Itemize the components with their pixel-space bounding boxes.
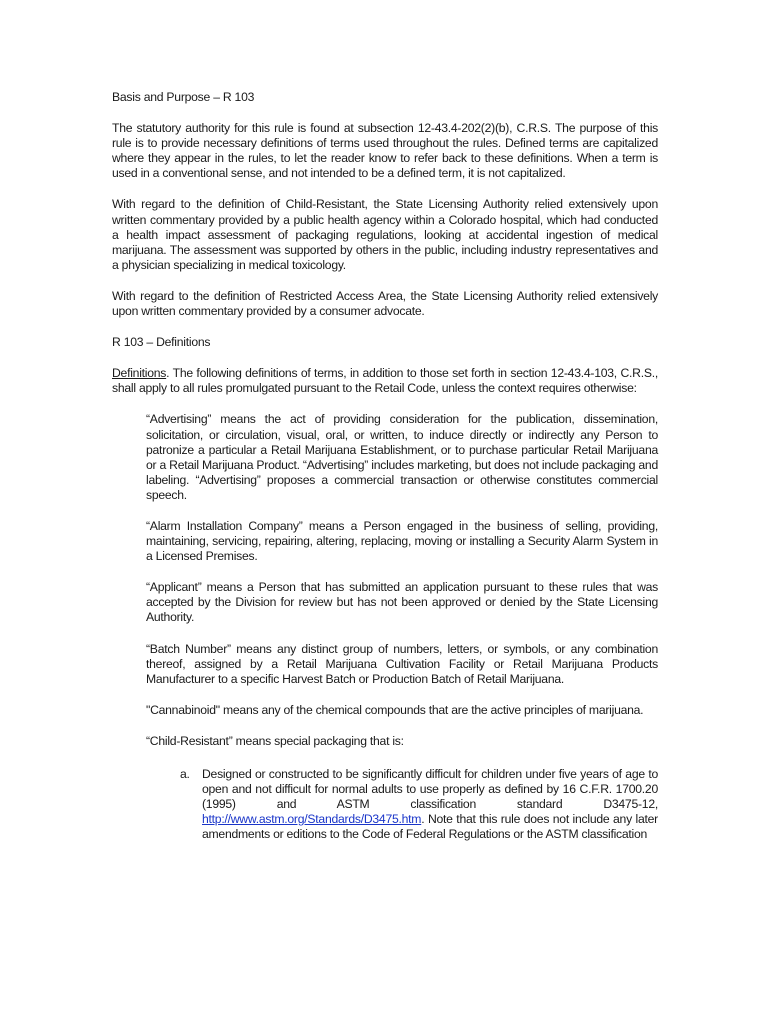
definitions-term: Definitions <box>112 366 167 381</box>
sub-item-text-after: . Note that this rule does not include any later amendments or editions to the Code of Federal Regulations or the ASTM classification <box>202 812 658 842</box>
definition-child-resistant: “Child-Resistant” means special packaging that is: <box>146 733 404 748</box>
basis-paragraph-3: With regard to the definition of Restricted Access Area, the State Licensing Authority relied extensively upon written commentary provided by a consumer advocate. <box>112 288 658 319</box>
definition-batch-number: “Batch Number” means any distinct group of numbers, letters, or symbols, or any combination thereof, assigned by a Retail Marijuana Cultivation Facility or Retail Marijuana Products Manufacturer to a specific Harvest Batch or Production Batch of Retail Marijuana. <box>146 641 658 686</box>
definitions-intro <box>112 366 658 396</box>
definition-applicant: “Applicant” means a Person that has submitted an application pursuant to these rules that was accepted by the Division for review but has not been approved or denied by the State Licensing Authority. <box>146 580 658 625</box>
list-marker: a. <box>180 767 190 781</box>
definitions-heading: R 103 – Definitions <box>112 335 211 350</box>
definition-alarm-installation-company: “Alarm Installation Company” means a Person engaged in the business of selling, providing, maintaining, servicing, repairing, altering, replacing, moving or installing a Security Alarm System in a Licensed Premises. <box>146 518 658 564</box>
sub-item-text-before: Designed or constructed to be significantly difficult for children under five years of age to open and not difficult for normal adults to use properly as defined by 16 C.F.R. 1700.20 (1995) and ASTM classification standard D3475-12, <box>202 767 658 812</box>
astm-standard-link[interactable]: http://www.astm.org/Standards/D3475.htm <box>202 812 422 827</box>
definitions-intro-text: . The following definitions of terms, in addition to those set forth in section 12-43.4-103, C.R.S., shall apply to all rules promulgated pursuant to the Retail Code, unless the context requires otherwise: <box>112 366 658 396</box>
definition-advertising: “Advertising” means the act of providing consideration for the publication, dissemination, solicitation, or circulation, visual, oral, or written, to induce directly or indirectly any Person to patronize a particular a Retail Marijuana Establishment, or to purchase particular Retail Marijuana or a Retail Marijuana Product. “Advertising” includes marketing, but does not include packaging and labeling. “Advertising” proposes a commercial transaction or otherwise constitutes commercial speech. <box>146 412 658 502</box>
basis-paragraph-1: The statutory authority for this rule is found at subsection 12-43.4-202(2)(b), C.R.S. The purpose of this rule is to provide necessary definitions of terms used throughout the rules. Defined terms are capitalized where they appear in the rules, to let the reader know to refer back to these definitions. When a term is used in a conventional sense, and not intended to be a defined term, it is not capitalized. <box>112 121 658 181</box>
list-item-text <box>202 767 658 842</box>
definition-cannabinoid: "Cannabinoid" means any of the chemical compounds that are the active principles of marijuana. <box>146 702 644 717</box>
basis-heading: Basis and Purpose – R 103 <box>112 90 255 104</box>
basis-paragraph-2: With regard to the definition of Child-Resistant, the State Licensing Authority relied extensively upon written commentary provided by a public health agency within a Colorado hospital, which had conducted a health impact assessment of packaging regulations, looking at accidental ingestion of medical marijuana. The assessment was supported by others in the public, including industry representatives and a physician specializing in medical toxicology. <box>112 197 658 272</box>
list-item <box>180 767 658 842</box>
document-page <box>112 90 658 842</box>
